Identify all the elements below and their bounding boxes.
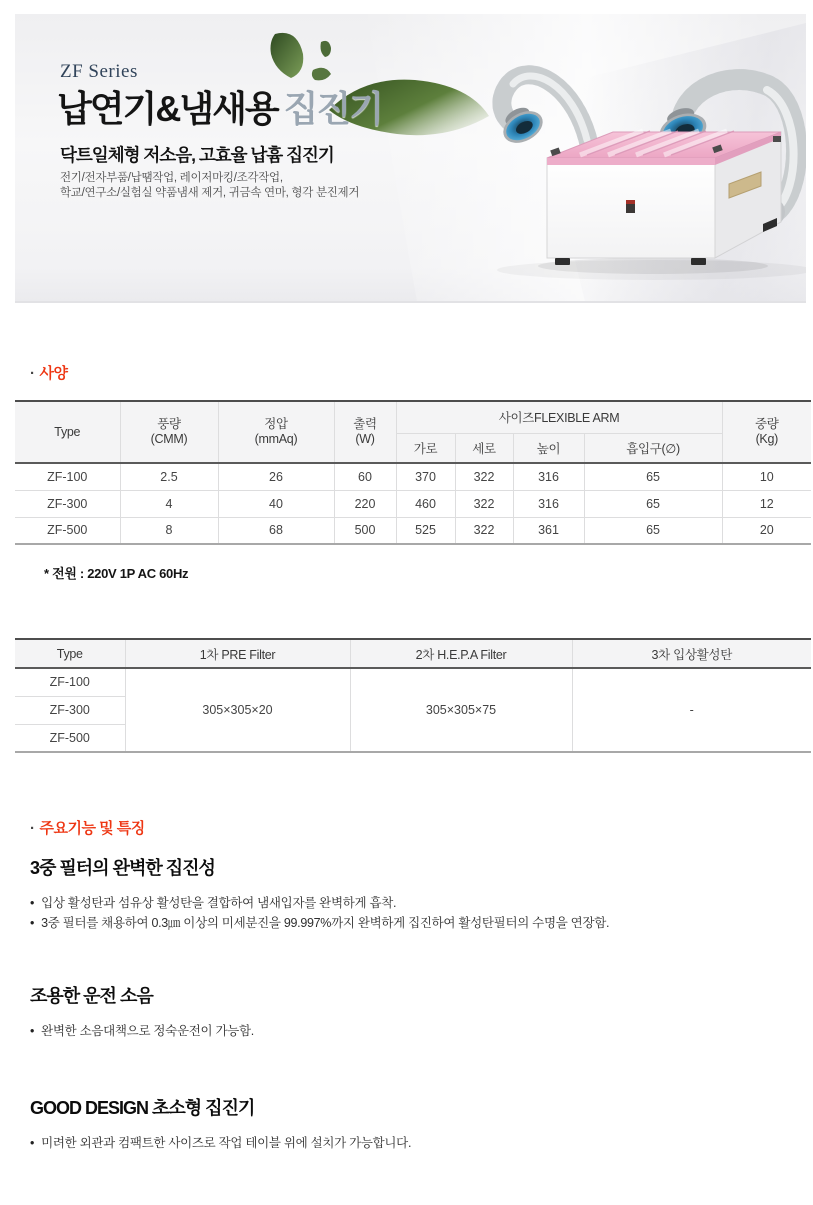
cell-nopi: 361 <box>513 517 584 544</box>
bullet-icon: • <box>30 1024 35 1038</box>
col-unit: (Kg) <box>755 432 778 446</box>
filter-header-row <box>15 639 811 668</box>
cell-kg: 12 <box>722 490 811 517</box>
title-main: 납연기&냄새용 <box>57 88 278 129</box>
cell-cmm: 8 <box>120 517 218 544</box>
cell-w: 60 <box>334 463 396 490</box>
cell-nopi: 316 <box>513 463 584 490</box>
power-note: * 전원 : 220V 1P AC 60Hz <box>44 566 189 581</box>
cell-inlet: 65 <box>584 517 722 544</box>
bullet-text: 3중 필터를 채용하여 0.3㎛ 이상의 미세분진을 99.997%까지 완벽하게 집진하여 활성탄필터의 수명을 연장함. <box>41 916 610 930</box>
spec-col-size-group: 사이즈FLEXIBLE ARM <box>396 401 722 433</box>
filter-table <box>15 638 811 753</box>
col-label: 중량 <box>755 417 779 431</box>
spec-col-width: 가로 <box>396 433 455 463</box>
page-title <box>57 81 382 132</box>
spec-col-airflow <box>120 401 218 463</box>
col-label: 정압 <box>264 417 288 431</box>
feature-bullets <box>30 1021 792 1041</box>
description-line: 전기/전자부품/납땜작업, 레이저마킹/조각작업, <box>60 172 283 184</box>
table-row <box>15 668 811 696</box>
features-section-label: 주요기능 및 특징 <box>39 820 145 837</box>
cell-mmaq: 26 <box>218 463 334 490</box>
col-label: 출력 <box>353 417 377 431</box>
bullet-icon: • <box>30 1136 35 1150</box>
cell-sero: 322 <box>455 463 513 490</box>
col-unit: (W) <box>355 432 375 446</box>
bullet-icon: • <box>30 896 35 910</box>
cell-pre-filter: 305×305×20 <box>125 668 350 752</box>
table-row <box>15 463 811 490</box>
cell-nopi: 316 <box>513 490 584 517</box>
spec-header-row-1 <box>15 401 811 433</box>
section-bullet: · <box>30 820 35 837</box>
spec-col-height: 높이 <box>513 433 584 463</box>
cell-carbon-filter: - <box>572 668 811 752</box>
cell-type: ZF-100 <box>15 668 125 696</box>
cell-type: ZF-300 <box>15 696 125 724</box>
bullet-text: 입상 활성탄과 섬유상 활성탄을 결합하여 냄새입자를 완벽하게 흡착. <box>41 896 397 910</box>
spec-table <box>15 400 811 545</box>
cell-cmm: 2.5 <box>120 463 218 490</box>
cell-garo: 460 <box>396 490 455 517</box>
filter-col-hepa: 2차 H.E.P.A Filter <box>350 639 572 668</box>
description-line: 학교/연구소/실험실 약품냄새 제거, 귀금속 연마, 형각 분진제거 <box>60 187 360 199</box>
col-label: 풍량 <box>157 417 181 431</box>
cell-inlet: 65 <box>584 490 722 517</box>
filter-col-type: Type <box>15 639 125 668</box>
cell-type: ZF-500 <box>15 517 120 544</box>
bullet-text: 미려한 외관과 컴팩트한 사이즈로 작업 테이블 위에 설치가 가능합니다. <box>41 1136 412 1150</box>
filter-col-carbon: 3차 입상활성탄 <box>572 639 811 668</box>
cell-type: ZF-100 <box>15 463 120 490</box>
table-row <box>15 490 811 517</box>
feature-block <box>30 854 792 933</box>
spec-col-pressure <box>218 401 334 463</box>
product-image <box>477 32 806 284</box>
feature-heading: 3중 필터의 완벽한 집진성 <box>30 858 215 878</box>
spec-col-depth: 세로 <box>455 433 513 463</box>
spec-col-weight <box>722 401 811 463</box>
hero-banner <box>15 14 806 303</box>
bullet-icon: • <box>30 916 35 930</box>
features-section <box>30 817 792 1153</box>
feature-block <box>30 982 792 1041</box>
col-unit: (CMM) <box>150 432 188 446</box>
cell-inlet: 65 <box>584 463 722 490</box>
list-item <box>30 1133 792 1153</box>
list-item <box>30 913 792 933</box>
product-subtitle: 닥트일체형 저소음, 고효율 납흄 집진기 <box>60 145 334 165</box>
spec-col-inlet: 흡입구(∅) <box>584 433 722 463</box>
cell-type: ZF-500 <box>15 724 125 752</box>
section-bullet: · <box>30 365 35 382</box>
cell-kg: 20 <box>722 517 811 544</box>
bullet-text: 완벽한 소음대책으로 정숙운전이 가능함. <box>41 1024 254 1038</box>
cell-mmaq: 68 <box>218 517 334 544</box>
list-item <box>30 893 792 913</box>
cell-hepa-filter: 305×305×75 <box>350 668 572 752</box>
feature-heading: GOOD DESIGN 초소형 집진기 <box>30 1098 255 1118</box>
features-section-title <box>30 817 792 838</box>
cell-w: 220 <box>334 490 396 517</box>
col-unit: (mmAq) <box>254 432 298 446</box>
cell-type: ZF-300 <box>15 490 120 517</box>
spec-col-output <box>334 401 396 463</box>
cell-mmaq: 40 <box>218 490 334 517</box>
title-accent: 집진기 <box>283 88 382 129</box>
cell-w: 500 <box>334 517 396 544</box>
spec-section-title <box>30 362 67 383</box>
cell-sero: 322 <box>455 517 513 544</box>
spec-section-label: 사양 <box>39 365 68 382</box>
feature-heading: 조용한 운전 소음 <box>30 986 153 1006</box>
filter-col-pre: 1차 PRE Filter <box>125 639 350 668</box>
cell-garo: 525 <box>396 517 455 544</box>
series-label: ZF Series <box>60 61 138 82</box>
cell-garo: 370 <box>396 463 455 490</box>
feature-bullets <box>30 1133 792 1153</box>
cell-kg: 10 <box>722 463 811 490</box>
list-item <box>30 1021 792 1041</box>
cell-cmm: 4 <box>120 490 218 517</box>
product-description <box>60 171 359 201</box>
table-row <box>15 517 811 544</box>
feature-block <box>30 1094 792 1153</box>
cell-sero: 322 <box>455 490 513 517</box>
spec-col-type: Type <box>15 401 120 463</box>
feature-bullets <box>30 893 792 933</box>
